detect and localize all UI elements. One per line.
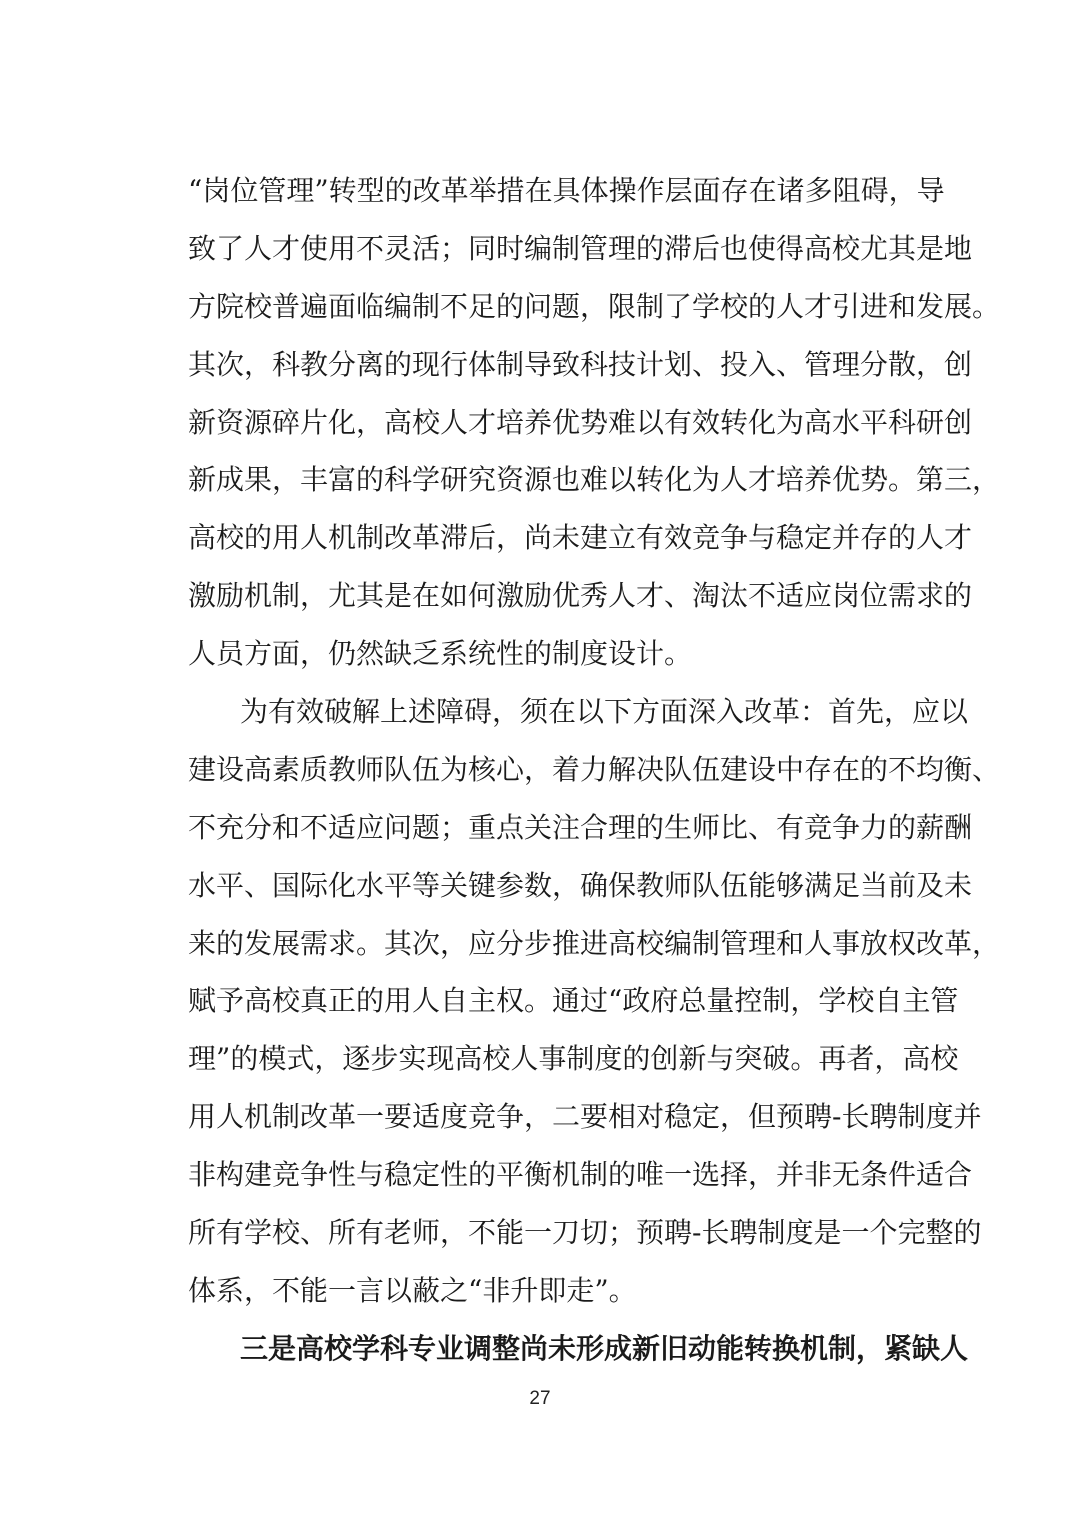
text-line: 三是高校学科专业调整尚未形成新旧动能转换机制，紧缺人 bbox=[240, 1331, 969, 1365]
text-line: 人员方面，仍然缺乏系统性的制度设计。 bbox=[188, 637, 693, 671]
text-line: 非构建竞争性与稳定性的平衡机制的唯一选择，并非无条件适合 bbox=[188, 1158, 973, 1192]
text-line: 激励机制，尤其是在如何激励优秀人才、淘汰不适应岗位需求的 bbox=[188, 579, 973, 613]
paragraph-3 bbox=[188, 1320, 969, 1378]
text-line: 不充分和不适应问题；重点关注合理的生师比、有竞争力的薪酬 bbox=[188, 810, 973, 844]
text-line: 用人机制改革一要适度竞争，二要相对稳定，但预聘-长聘制度并 bbox=[188, 1100, 982, 1134]
text-line: 高校的用人机制改革滞后，尚未建立有效竞争与稳定并存的人才 bbox=[188, 521, 973, 555]
text-line: 为有效破解上述障碍，须在以下方面深入改革：首先，应以 bbox=[240, 695, 969, 729]
text-line: 其次，科教分离的现行体制导致科技计划、投入、管理分散，创 bbox=[188, 347, 973, 381]
text-line: 新资源碎片化，高校人才培养优势难以有效转化为高水平科研创 bbox=[188, 405, 973, 439]
text-line: 理”的模式，逐步实现高校人事制度的创新与突破。再者，高校 bbox=[188, 1042, 959, 1076]
text-line: 体系，不能一言以蔽之“非升即走”。 bbox=[188, 1273, 637, 1307]
text-line: 方院校普遍面临编制不足的问题，限制了学校的人才引进和发展。 bbox=[188, 289, 1001, 323]
page-number: 27 bbox=[529, 1388, 551, 1409]
text-line: 所有学校、所有老师，不能一刀切；预聘-长聘制度是一个完整的 bbox=[188, 1216, 982, 1250]
body-text bbox=[188, 162, 1001, 1378]
text-line: “岗位管理”转型的改革举措在具体操作层面存在诸多阻碍，导 bbox=[188, 174, 945, 207]
text-line: 水平、国际化水平等关键参数，确保教师队伍能够满足当前及未 bbox=[188, 868, 973, 902]
text-line: 来的发展需求。其次，应分步推进高校编制管理和人事放权改革， bbox=[188, 926, 1001, 960]
paragraph-2 bbox=[188, 683, 1001, 1320]
text-line: 新成果，丰富的科学研究资源也难以转化为人才培养优势。第三， bbox=[188, 463, 1001, 497]
text-line: 致了人才使用不灵活；同时编制管理的滞后也使得高校尤其是地 bbox=[188, 231, 973, 265]
paragraph-1 bbox=[188, 162, 1001, 683]
text-line: 赋予高校真正的用人自主权。通过“政府总量控制，学校自主管 bbox=[188, 984, 959, 1018]
text-line: 建设高素质教师队伍为核心，着力解决队伍建设中存在的不均衡、 bbox=[188, 752, 1001, 786]
